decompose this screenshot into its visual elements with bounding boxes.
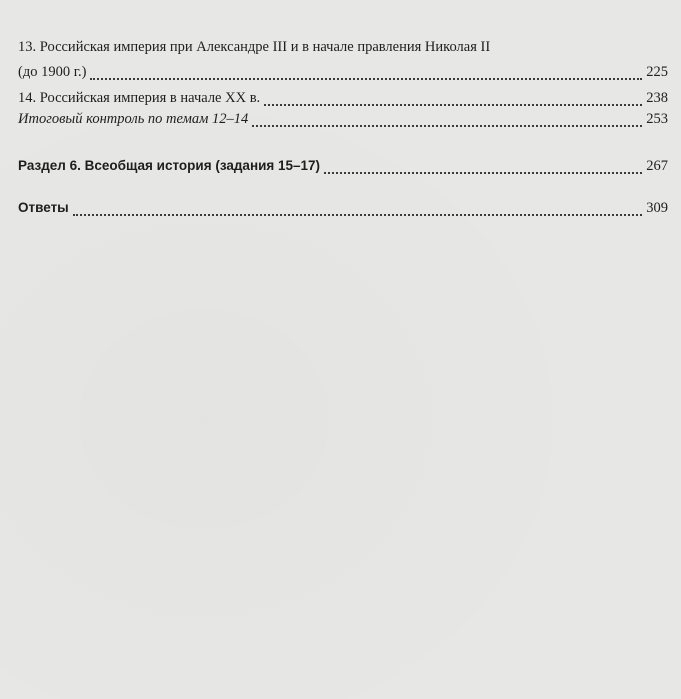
toc-item-14-page: 238 [646,90,668,106]
toc-item-14-label: 14. Российская империя в начале XX в. [18,90,261,106]
toc-answers-page: 309 [646,200,668,216]
toc-final-control-page: 253 [646,111,668,127]
toc-section-6-label: Раздел 6. Всеобщая история (задания 15–17) [18,158,321,173]
toc-item-13[interactable] [18,63,668,81]
dot-leader [73,204,643,216]
dot-leader [324,162,642,174]
toc-item-13-page: 225 [646,64,668,80]
dot-leader [264,94,642,106]
toc-final-control[interactable] [18,110,668,128]
toc-answers[interactable] [18,199,668,217]
dot-leader [252,115,642,127]
toc-item-14[interactable] [18,89,668,107]
dot-leader [90,68,642,80]
toc-section-6-page: 267 [646,158,668,174]
toc-answers-label: Ответы [18,200,69,215]
toc-item-13-title: 13. Российская империя при Александре III и в начале правления Николая II [18,39,491,55]
toc-section-6[interactable] [18,157,668,175]
toc-item-13-label-cont: (до 1900 г.) [18,64,87,80]
toc-final-control-label: Итоговый контроль по темам 12–14 [18,111,249,127]
